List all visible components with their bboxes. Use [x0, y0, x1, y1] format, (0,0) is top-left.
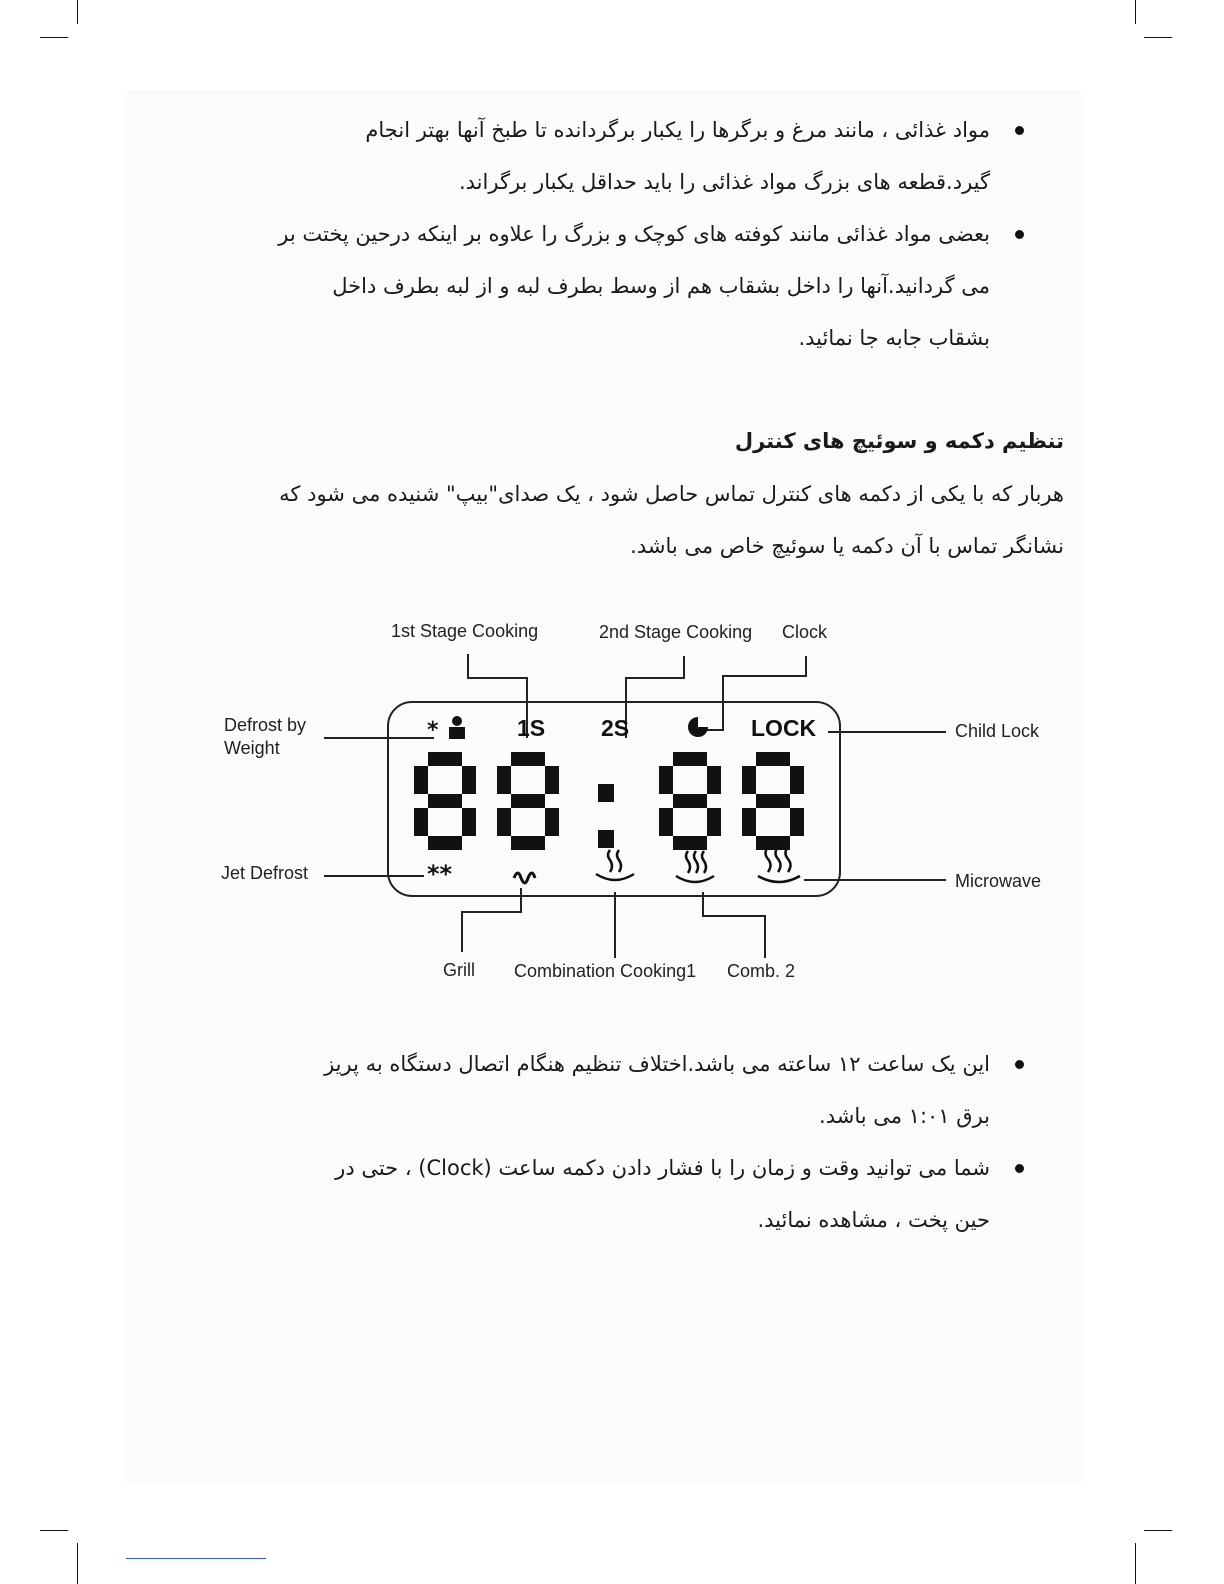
svg-text:*: *	[427, 718, 439, 743]
label-combination1: Combination Cooking1	[514, 961, 697, 981]
label-stage2: 2nd Stage Cooking	[599, 622, 753, 642]
label-defrost-weight-1: Defrost by	[224, 715, 307, 735]
bottom-bullet-list	[300, 1038, 990, 1246]
bullet-item	[300, 1142, 990, 1246]
label-grill: Grill	[443, 960, 475, 980]
crop-mark	[40, 1530, 68, 1531]
crop-mark	[40, 37, 68, 38]
bullet-dot	[1015, 230, 1024, 239]
bullet-dot	[1015, 1060, 1024, 1069]
label-microwave: Microwave	[955, 871, 1042, 891]
crop-mark	[77, 1543, 78, 1584]
svg-text:**: **	[427, 860, 453, 888]
label-defrost-weight-2: Weight	[224, 738, 280, 758]
crop-mark	[1135, 1543, 1136, 1584]
bullet-dot	[1015, 126, 1024, 135]
crop-mark	[1144, 1530, 1172, 1531]
stage1-indicator: 1S	[517, 715, 546, 741]
bullet-text: شما می توانید وقت و زمان را با فشار دادن دکمه ساعت (Clock) ، حتی در حین پخت ، مشاهده نمائید.	[335, 1156, 990, 1232]
stage2-indicator: 2S	[601, 715, 630, 741]
crop-mark	[1144, 37, 1172, 38]
lock-indicator: LOCK	[751, 715, 817, 741]
bullet-text: این یک ساعت ۱۲ ساعته می باشد.اختلاف تنظیم هنگام اتصال دستگاه به پریز برق ۱:۰۱ می باشد.	[324, 1052, 990, 1128]
bullet-text: بعضی مواد غذائی مانند کوفته های کوچک و بزرگ را علاوه بر اینکه درحین پختت بر می گردانید.آنها را داخل بشقاب هم از وسط بطرف لبه و از لبه بطرف داخل بشقاب جابه جا نمائید.	[278, 222, 990, 350]
top-bullet-list	[268, 104, 990, 364]
crop-mark	[77, 0, 78, 24]
label-child-lock: Child Lock	[955, 721, 1040, 741]
bullet-item	[268, 208, 990, 364]
bullet-item	[268, 104, 990, 208]
section-paragraph: هربار که با یکی از دکمه های کنترل تماس حاصل شود ، یک صدای"بیپ" شنیده می شود که نشانگر تماس با آن دکمه یا سوئیچ خاص می باشد.	[279, 482, 1064, 558]
label-comb2: Comb. 2	[727, 961, 796, 981]
footer-rule	[126, 1558, 266, 1559]
label-jet-defrost: Jet Defrost	[221, 863, 309, 883]
bullet-text: مواد غذائی ، مانند مرغ و برگرها را یکبار برگردانده تا طبخ آنها بهتر انجام گیرد.قطعه های بزرگ مواد غذائی را باید حداقل یکبار برگراند.	[365, 118, 990, 194]
bullet-dot	[1015, 1164, 1024, 1173]
crop-mark	[1135, 0, 1136, 24]
label-stage1: 1st Stage Cooking	[391, 621, 539, 641]
section-heading: تنظیم دکمه و سوئیچ های کنترل	[734, 429, 1064, 453]
bullet-item	[300, 1038, 990, 1142]
label-clock: Clock	[782, 622, 828, 642]
